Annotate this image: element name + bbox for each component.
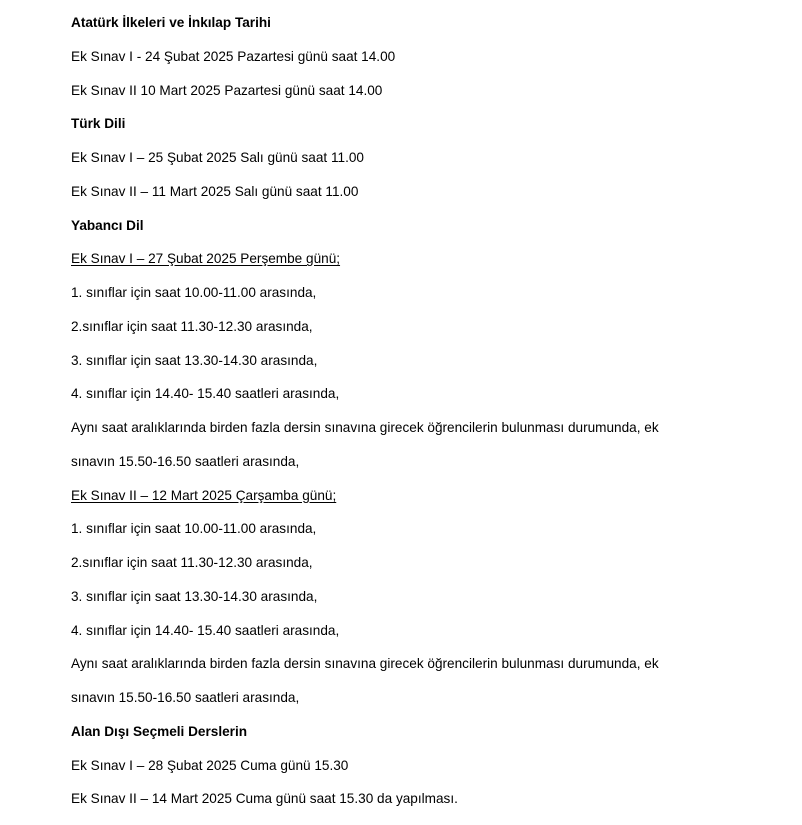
exam-line: 1. sınıflar için saat 10.00-11.00 arasında, bbox=[71, 285, 317, 300]
exam-line: Ek Sınav II – 14 Mart 2025 Cuma günü saat 15.30 da yapılması. bbox=[71, 791, 458, 807]
exam-line: Ek Sınav I – 25 Şubat 2025 Salı günü saat 11.00 bbox=[71, 150, 364, 165]
exam-line: Ek Sınav I - 24 Şubat 2025 Pazartesi günü saat 14.00 bbox=[71, 48, 396, 64]
section-title-alan-disi: Alan Dışı Seçmeli Derslerin bbox=[71, 723, 248, 739]
document-body bbox=[71, 12, 791, 822]
exam-line: 3. sınıflar için saat 13.30-14.30 arasında, bbox=[71, 352, 318, 368]
exam-note-continued: sınavın 15.50-16.50 saatleri arasında, bbox=[71, 690, 300, 705]
exam-line: Ek Sınav II 10 Mart 2025 Pazartesi günü saat 14.00 bbox=[71, 82, 383, 98]
exam-line: 2.sınıflar için saat 11.30-12.30 arasında, bbox=[71, 318, 313, 334]
exam-1-heading: Ek Sınav I – 27 Şubat 2025 Perşembe günü; bbox=[71, 251, 341, 267]
exam-line: 2.sınıflar için saat 11.30-12.30 arasında, bbox=[71, 555, 313, 570]
exam-line: 4. sınıflar için 14.40- 15.40 saatleri arasında, bbox=[71, 386, 340, 402]
section-title-turk-dili: Türk Dili bbox=[71, 116, 126, 132]
exam-line: Ek Sınav II – 11 Mart 2025 Salı günü saat 11.00 bbox=[71, 183, 359, 199]
exam-note: Aynı saat aralıklarında birden fazla dersin sınavına girecek öğrencilerin bulunması durumunda, ek bbox=[71, 420, 659, 435]
exam-note-continued: sınavın 15.50-16.50 saatleri arasında, bbox=[71, 453, 300, 469]
exam-2-heading: Ek Sınav II – 12 Mart 2025 Çarşamba günü; bbox=[71, 487, 337, 503]
exam-line: 3. sınıflar için saat 13.30-14.30 arasında, bbox=[71, 588, 318, 604]
exam-line: 4. sınıflar için 14.40- 15.40 saatleri arasında, bbox=[71, 622, 340, 638]
section-title-yabanci-dil: Yabancı Dil bbox=[71, 217, 144, 233]
exam-line: Ek Sınav I – 28 Şubat 2025 Cuma günü 15.30 bbox=[71, 757, 349, 773]
exam-note: Aynı saat aralıklarında birden fazla dersin sınavına girecek öğrencilerin bulunması durumunda, ek bbox=[71, 656, 659, 672]
exam-line: 1. sınıflar için saat 10.00-11.00 arasında, bbox=[71, 521, 317, 537]
section-title-ataturk: Atatürk İlkeleri ve İnkılap Tarihi bbox=[71, 15, 271, 30]
